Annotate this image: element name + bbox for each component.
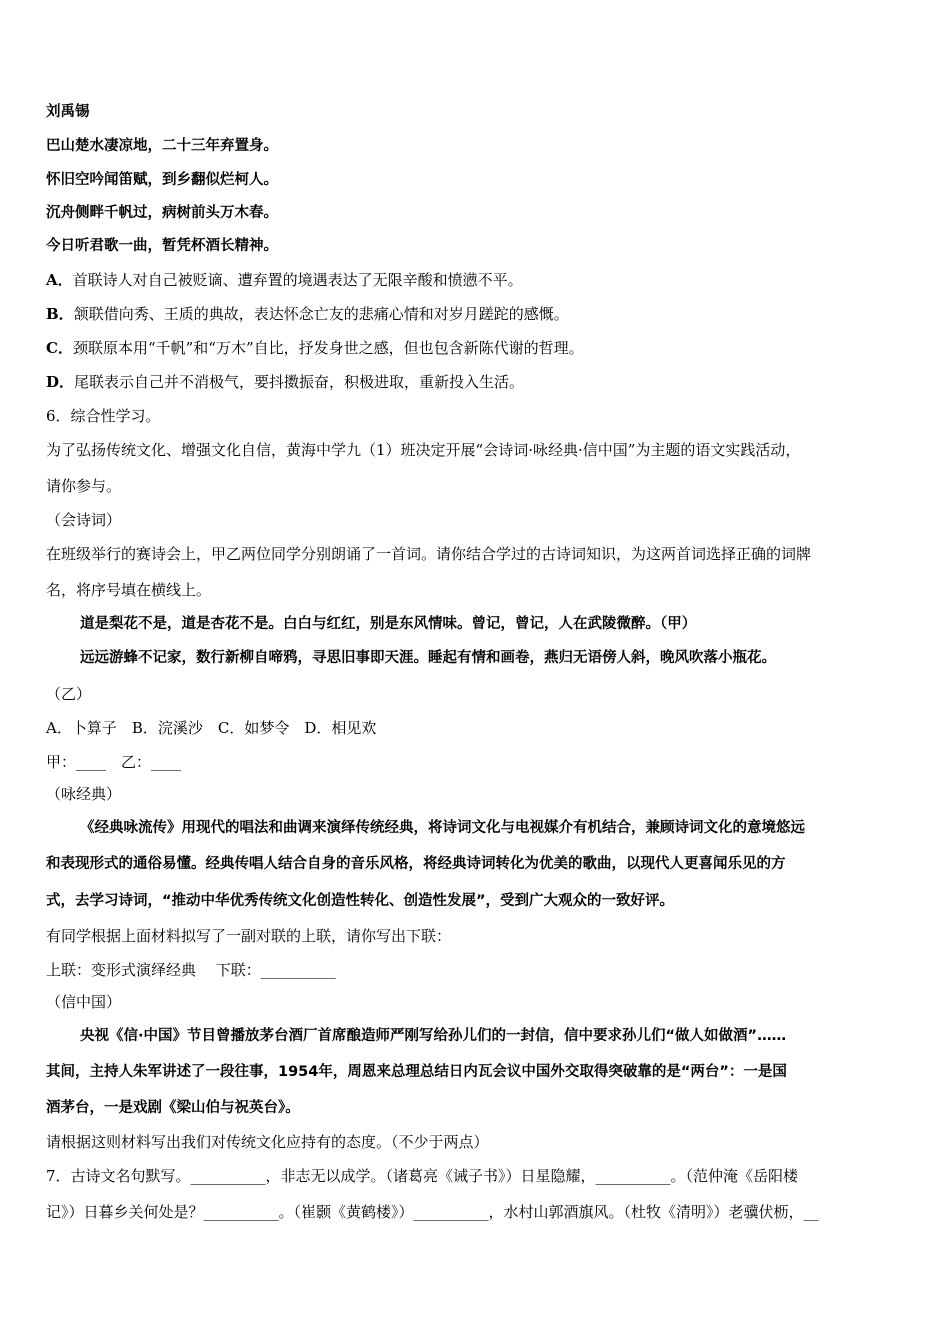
q6-intro: 为了弘扬传统文化、增强文化自信，黄海中学九（1）班决定开展“会诗词·咏经典·信中国”为主题的语文实践活动， (46, 441, 801, 459)
option-label: C． (46, 339, 73, 357)
couplet-line: 上联：变形式演绎经典 下联：__________ (46, 961, 336, 979)
q6-prompt: 在班级举行的赛诗会上，甲乙两位同学分别朗诵了一首词。请你结合学过的古诗词知识，为这两首词选择正确的词牌 (46, 545, 812, 563)
question-7: 7．古诗文名句默写。__________，非志无以成学。（诸葛亮《诫子书》）日星隐耀，__________。（范仲淹《岳阳楼 (46, 1167, 799, 1185)
option-text: 尾联表示自己并不消极气，要抖擞振奋，积极进取，重新投入生活。 (74, 373, 525, 391)
poem-line: 巴山楚水凄凉地，二十三年弃置身。 (46, 138, 278, 154)
cipai-choices: A．卜算子 B．浣溪沙 C．如梦令 D．相见欢 (46, 719, 377, 737)
option-label: A． (46, 271, 73, 289)
question-7: 记》）日暮乡关何处是？__________。（崔颢《黄鹤楼》）__________，水村山郭酒旗风。（杜牧《清明》）老骥伏枥，__ (46, 1203, 819, 1221)
poem-line: 怀旧空吟闻笛赋，到乡翻似烂柯人。 (46, 172, 278, 188)
poem-author: 刘禹锡 (46, 104, 90, 120)
q6-prompt: 有同学根据上面材料拟写了一副对联的上联，请你写出下联： (46, 927, 452, 945)
option-d (46, 372, 524, 392)
option-text: 颈联原本用“千帆”和“万木”自比，抒发身世之感，但也包含新陈代谢的哲理。 (72, 339, 584, 357)
material-para: 央视《信·中国》节目曾播放茅台酒厂首席酿造师严刚写给孙儿们的一封信，信中要求孙儿们“做人如做酒”…… (80, 1028, 787, 1044)
option-label: D． (46, 373, 75, 391)
option-text: 首联诗人对自己被贬谪、遭弃置的境遇表达了无限辛酸和愤懑不平。 (72, 271, 523, 289)
question-6-title: 6．综合性学习。 (46, 407, 161, 425)
material-para: 式，去学习诗词，“推动中华优秀传统文化创造性转化、创造性发展”，受到广大观众的一致好评。 (46, 893, 675, 909)
section-heading: （会诗词） (46, 511, 122, 529)
poem-line: 沉舟侧畔千帆过，病树前头万木春。 (46, 205, 278, 221)
option-a (46, 270, 523, 290)
answer-blanks: 甲：____ 乙：____ (46, 753, 182, 771)
material-para: 其间，主持人朱军讲述了一段往事，1954年，周恩来总理总结日内瓦会议中国外交取得突破靠的是“两台”：一是国 (46, 1064, 787, 1080)
option-text: 颔联借向秀、王质的典故，表达怀念亡友的悲痛心情和对岁月蹉跎的感慨。 (73, 305, 569, 323)
q6-prompt: 请根据这则材料写出我们对传统文化应持有的态度。（不少于两点） (46, 1133, 489, 1151)
option-label: B． (46, 305, 74, 323)
poem-yi: 远远游蜂不记家，数行新柳自啼鸦，寻思旧事即天涯。睡起有情和画卷，燕归无语傍人斜，晚风吹落小瓶花。 (80, 650, 776, 666)
option-b (46, 304, 569, 324)
section-heading: （咏经典） (46, 785, 122, 803)
option-c (46, 338, 584, 358)
q6-intro: 请你参与。 (46, 477, 122, 495)
material-para: 《经典咏流传》用现代的唱法和曲调来演绎传统经典，将诗词文化与电视媒介有机结合，兼顾诗词文化的意境悠远 (80, 820, 805, 836)
section-heading: （信中国） (46, 993, 122, 1011)
material-para: 酒茅台，一是戏剧《梁山伯与祝英台》。 (46, 1100, 300, 1116)
q6-prompt: 名，将序号填在横线上。 (46, 581, 212, 599)
material-para: 和表现形式的通俗易懂。经典传唱人结合自身的音乐风格，将经典诗词转化为优美的歌曲，以现代人更喜闻乐见的方 (46, 856, 786, 872)
poem-line: 今日听君歌一曲，暂凭杯酒长精神。 (46, 238, 278, 254)
poem-jia: 道是梨花不是，道是杏花不是。白白与红红，别是东风情味。曾记，曾记，人在武陵微醉。（甲） (80, 616, 697, 632)
poem-yi-tag: （乙） (46, 685, 92, 703)
